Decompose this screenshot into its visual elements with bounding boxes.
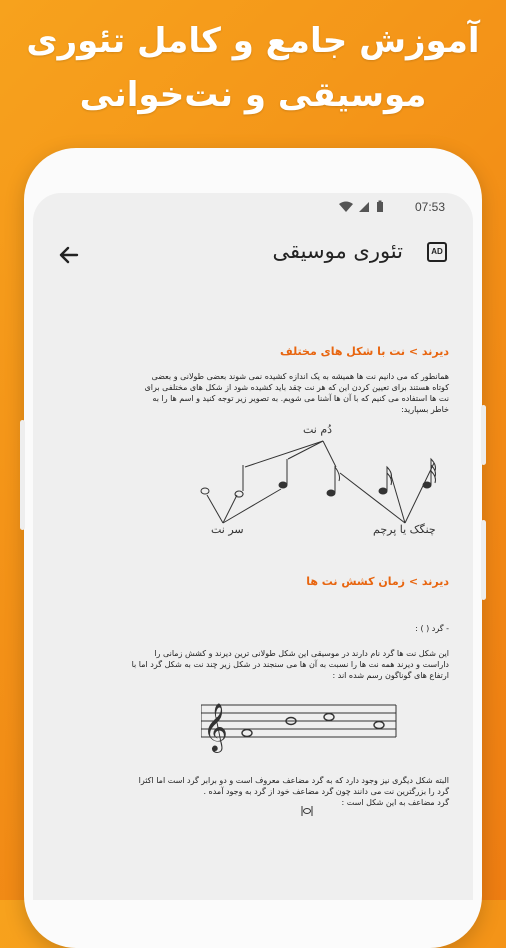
section-text-double-whole xyxy=(44,775,449,808)
label-flag: چنگک یا پرچم xyxy=(373,523,436,536)
arrow-left-icon xyxy=(55,241,83,269)
status-time: 07:53 xyxy=(414,200,445,214)
promo-line-1: آموزش جامع و کامل تئوری xyxy=(26,21,480,61)
whole-note-label: - گرد ( ) : xyxy=(415,624,449,633)
section-text-whole-note xyxy=(49,648,449,681)
text-line: البته شکل دیگری نیز وجود دارد که به گرد مضاعف معروف است و دو برابر گرد است اما اکثرا xyxy=(138,776,449,785)
text-line: کوتاه هستند برای تعیین کردن این که هر نت چقد باید کشیده شود از شکل های مختلفی برای xyxy=(144,383,449,392)
treble-clef-icon: 𝄞 xyxy=(203,702,228,751)
text-line: ارتفاع های گوناگون رسم شده اند : xyxy=(332,671,449,680)
text-line: نت ها استفاده می کنیم که با آن ها آشنا می شویم. به تصویر زیر توجه کنید و اسم ها را به xyxy=(152,394,449,403)
note-parts-figure xyxy=(193,423,453,543)
signal-icon xyxy=(359,202,369,212)
double-whole-note-icon xyxy=(301,801,313,811)
promo-headline xyxy=(0,14,506,122)
app-title: تئوری موسیقی xyxy=(272,239,403,263)
text-line: گرد را بزرگترین نت می دانند چون گرد مضاعف خود از گرد به وجود آمده . xyxy=(203,787,449,796)
battery-icon xyxy=(377,201,383,213)
label-notehead: سر نت xyxy=(211,523,244,536)
status-icons xyxy=(337,200,397,217)
phone-side-button-right-bottom xyxy=(481,520,486,600)
text-line: داراست و دیرند همه نت ها را نسبت به آن ها می سنجند در شکل زیر چند نت به شکل گرد اما با xyxy=(131,660,449,669)
staff-figure xyxy=(201,693,401,753)
wifi-icon xyxy=(339,202,353,213)
app-bar xyxy=(33,221,473,291)
back-button[interactable] xyxy=(55,241,83,269)
section-title-note-shapes: دیرند > نت با شکل های مختلف xyxy=(279,345,449,358)
text-line: همانطور که می دانیم نت ها همیشه به یک اندازه کشیده نمی شوند بعضی طولانی و بعضی xyxy=(151,372,449,381)
phone-side-button-left xyxy=(20,420,25,530)
section-title-note-durations: دیرند > زمان کشش نت ها xyxy=(306,575,449,588)
text-line: گرد مضاعف به این شکل است : xyxy=(341,798,449,807)
label-stem: دُم نت xyxy=(303,423,333,436)
promo-line-2: موسیقی و نت‌خوانی xyxy=(79,75,427,115)
phone-side-button-right-top xyxy=(481,405,486,465)
section-text-note-shapes xyxy=(59,371,449,415)
text-line: این شکل نت ها گرد نام دارند در موسیقی این شکل طولانی ترین دیرند و کشش زمانی را xyxy=(154,649,449,658)
music-staff xyxy=(201,693,401,753)
ad-badge-label: AD xyxy=(431,247,443,256)
lesson-content xyxy=(33,293,473,900)
status-bar xyxy=(33,193,473,221)
remove-ads-button[interactable] xyxy=(427,242,447,262)
phone-screen xyxy=(33,193,473,900)
text-line: خاطر بسپارید: xyxy=(401,405,449,414)
